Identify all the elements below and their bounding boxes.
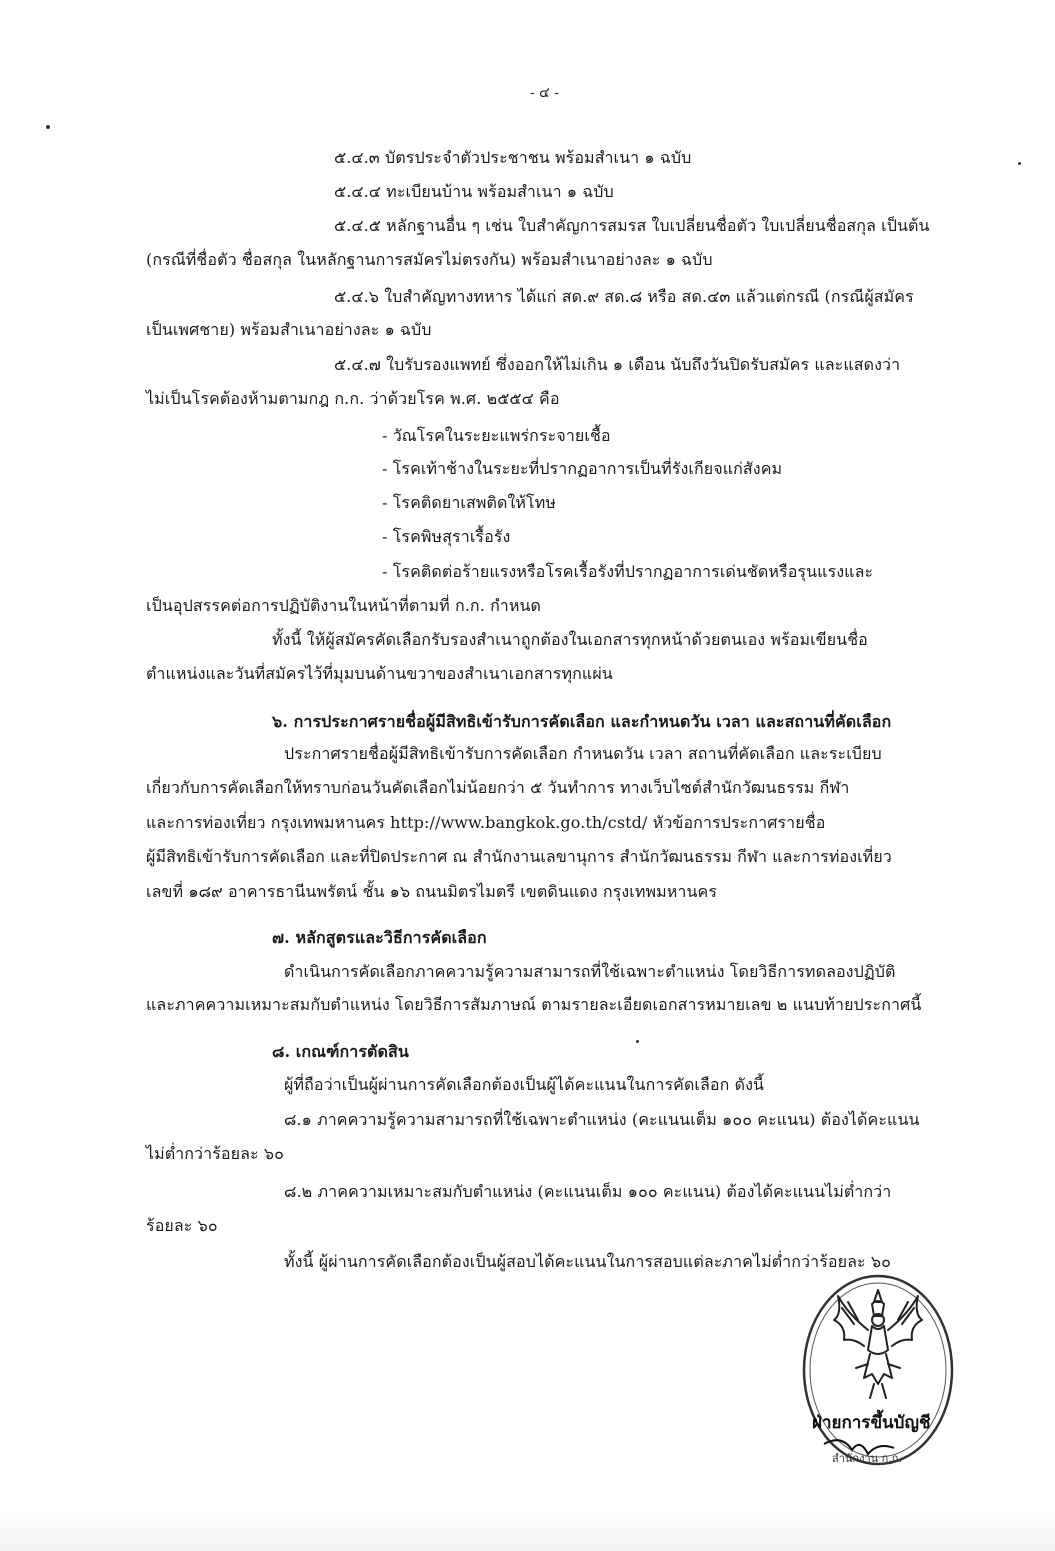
scan-speck xyxy=(636,1040,639,1043)
doc-line: และภาคความเหมาะสมกับตำแหน่ง โดยวิธีการสัมภาษณ์ ตามรายละเอียดเอกสารหมายเลข ๒ แนบท้ายประกาศนี้ xyxy=(146,995,922,1014)
doc-line: ๕.๔.๕ หลักฐานอื่น ๆ เช่น ใบสำคัญการสมรส ใบเปลี่ยนชื่อตัว ใบเปลี่ยนชื่อสกุล เป็นต้น xyxy=(334,216,930,235)
doc-line: ๘.๒ ภาคความเหมาะสมกับตำแหน่ง (คะแนนเต็ม ๑๐๐ คะแนน) ต้องได้คะแนนไม่ต่ำกว่า xyxy=(284,1182,892,1201)
section-7-heading: ๗. หลักสูตรและวิธีการคัดเลือก xyxy=(272,928,487,947)
doc-line: เกี่ยวกับการคัดเลือกให้ทราบก่อนวันคัดเลือกไม่น้อยกว่า ๕ วันทำการ ทางเว็บไซต์สำนักวัฒนธรรม กีฬา xyxy=(146,778,850,797)
doc-line: ผู้มีสิทธิเข้ารับการคัดเลือก และที่ปิดประกาศ ณ สำนักงานเลขานุการ สำนักวัฒนธรรม กีฬา และการท่องเที่ยว xyxy=(146,847,892,866)
doc-line: ๘.๑ ภาคความรู้ความสามารถที่ใช้เฉพาะตำแหน่ง (คะแนนเต็ม ๑๐๐ คะแนน) ต้องได้คะแนน xyxy=(284,1110,920,1129)
doc-line: ไม่ต่ำกว่าร้อยละ ๖๐ xyxy=(146,1144,285,1163)
section-8-heading: ๘. เกณฑ์การตัดสิน xyxy=(272,1042,409,1061)
doc-line: - โรคเท้าช้างในระยะที่ปรากฏอาการเป็นที่รังเกียจแก่สังคม xyxy=(382,459,783,478)
garuda-seal-icon xyxy=(798,1268,958,1468)
scan-shadow xyxy=(0,1511,1055,1551)
doc-line: ร้อยละ ๖๐ xyxy=(146,1216,218,1235)
doc-line: - วัณโรคในระยะแพร่กระจายเชื้อ xyxy=(382,426,611,445)
doc-line: ไม่เป็นโรคต้องห้ามตามกฎ ก.ก. ว่าด้วยโรค พ.ศ. ๒๕๕๔ คือ xyxy=(146,389,560,408)
svg-text:ฝ่ายการขึ้นบัญชี: ฝ่ายการขึ้นบัญชี xyxy=(812,1413,931,1433)
doc-line: ประกาศรายชื่อผู้มีสิทธิเข้ารับการคัดเลือก กำหนดวัน เวลา สถานที่คัดเลือก และระเบียบ xyxy=(284,744,882,763)
doc-line: เลขที่ ๑๘๙ อาคารธานีนพรัตน์ ชั้น ๑๖ ถนนมิตรไมตรี เขตดินแดง กรุงเทพมหานคร xyxy=(146,882,718,901)
doc-line: และการท่องเที่ยว กรุงเทพมหานคร http://www.bangkok.go.th/cstd/ หัวข้อการประกาศรายชื่อ xyxy=(146,813,826,832)
doc-line: - โรคติดยาเสพติดให้โทษ xyxy=(382,493,557,512)
doc-line: ทั้งนี้ ผู้ผ่านการคัดเลือกต้องเป็นผู้สอบได้คะแนนในการสอบแต่ละภาคไม่ต่ำกว่าร้อยละ ๖๐ xyxy=(284,1252,891,1271)
scan-speck xyxy=(46,125,50,129)
doc-line: ๕.๔.๓ บัตรประจำตัวประชาชน พร้อมสำเนา ๑ ฉบับ xyxy=(334,148,692,167)
doc-line: ดำเนินการคัดเลือกภาคความรู้ความสามารถที่ใช้เฉพาะตำแหน่ง โดยวิธีการทดลองปฏิบัติ xyxy=(284,962,896,981)
doc-line: ๕.๔.๔ ทะเบียนบ้าน พร้อมสำเนา ๑ ฉบับ xyxy=(334,182,614,201)
doc-line: เป็นเพศชาย) พร้อมสำเนาอย่างละ ๑ ฉบับ xyxy=(146,320,432,339)
svg-text:สำนักงาน ก.ก.: สำนักงาน ก.ก. xyxy=(832,1452,902,1465)
doc-line: (กรณีที่ชื่อตัว ชื่อสกุล ในหลักฐานการสมัครไม่ตรงกัน) พร้อมสำเนาอย่างละ ๑ ฉบับ xyxy=(146,250,713,269)
doc-line: ผู้ที่ถือว่าเป็นผู้ผ่านการคัดเลือกต้องเป็นผู้ได้คะแนนในการคัดเลือก ดังนี้ xyxy=(284,1075,765,1094)
page-number: - ๔ - xyxy=(530,85,559,101)
doc-line: ตำแหน่งและวันที่สมัครไว้ที่มุมบนด้านขวาของสำเนาเอกสารทุกแผ่น xyxy=(146,664,613,683)
scan-speck xyxy=(1018,162,1021,165)
doc-line: - โรคพิษสุราเรื้อรัง xyxy=(382,527,511,546)
doc-line: เป็นอุปสรรคต่อการปฏิบัติงานในหน้าที่ตามที่ ก.ก. กำหนด xyxy=(146,596,542,615)
doc-line: - โรคติดต่อร้ายแรงหรือโรคเรื้อรังที่ปรากฏอาการเด่นชัดหรือรุนแรงและ xyxy=(382,562,874,581)
section-6-heading: ๖. การประกาศรายชื่อผู้มีสิทธิเข้ารับการคัดเลือก และกำหนดวัน เวลา และสถานที่คัดเลือก xyxy=(272,712,892,731)
doc-line: ทั้งนี้ ให้ผู้สมัครคัดเลือกรับรองสำเนาถูกต้องในเอกสารทุกหน้าด้วยตนเอง พร้อมเขียนชื่อ xyxy=(272,630,868,649)
doc-line: ๕.๔.๗ ใบรับรองแพทย์ ซึ่งออกให้ไม่เกิน ๑ เดือน นับถึงวันปิดรับสมัคร และแสดงว่า xyxy=(334,355,901,374)
doc-line: ๕.๔.๖ ใบสำคัญทางทหาร ได้แก่ สด.๙ สด.๘ หรือ สด.๔๓ แล้วแต่กรณี (กรณีผู้สมัคร xyxy=(334,287,914,306)
